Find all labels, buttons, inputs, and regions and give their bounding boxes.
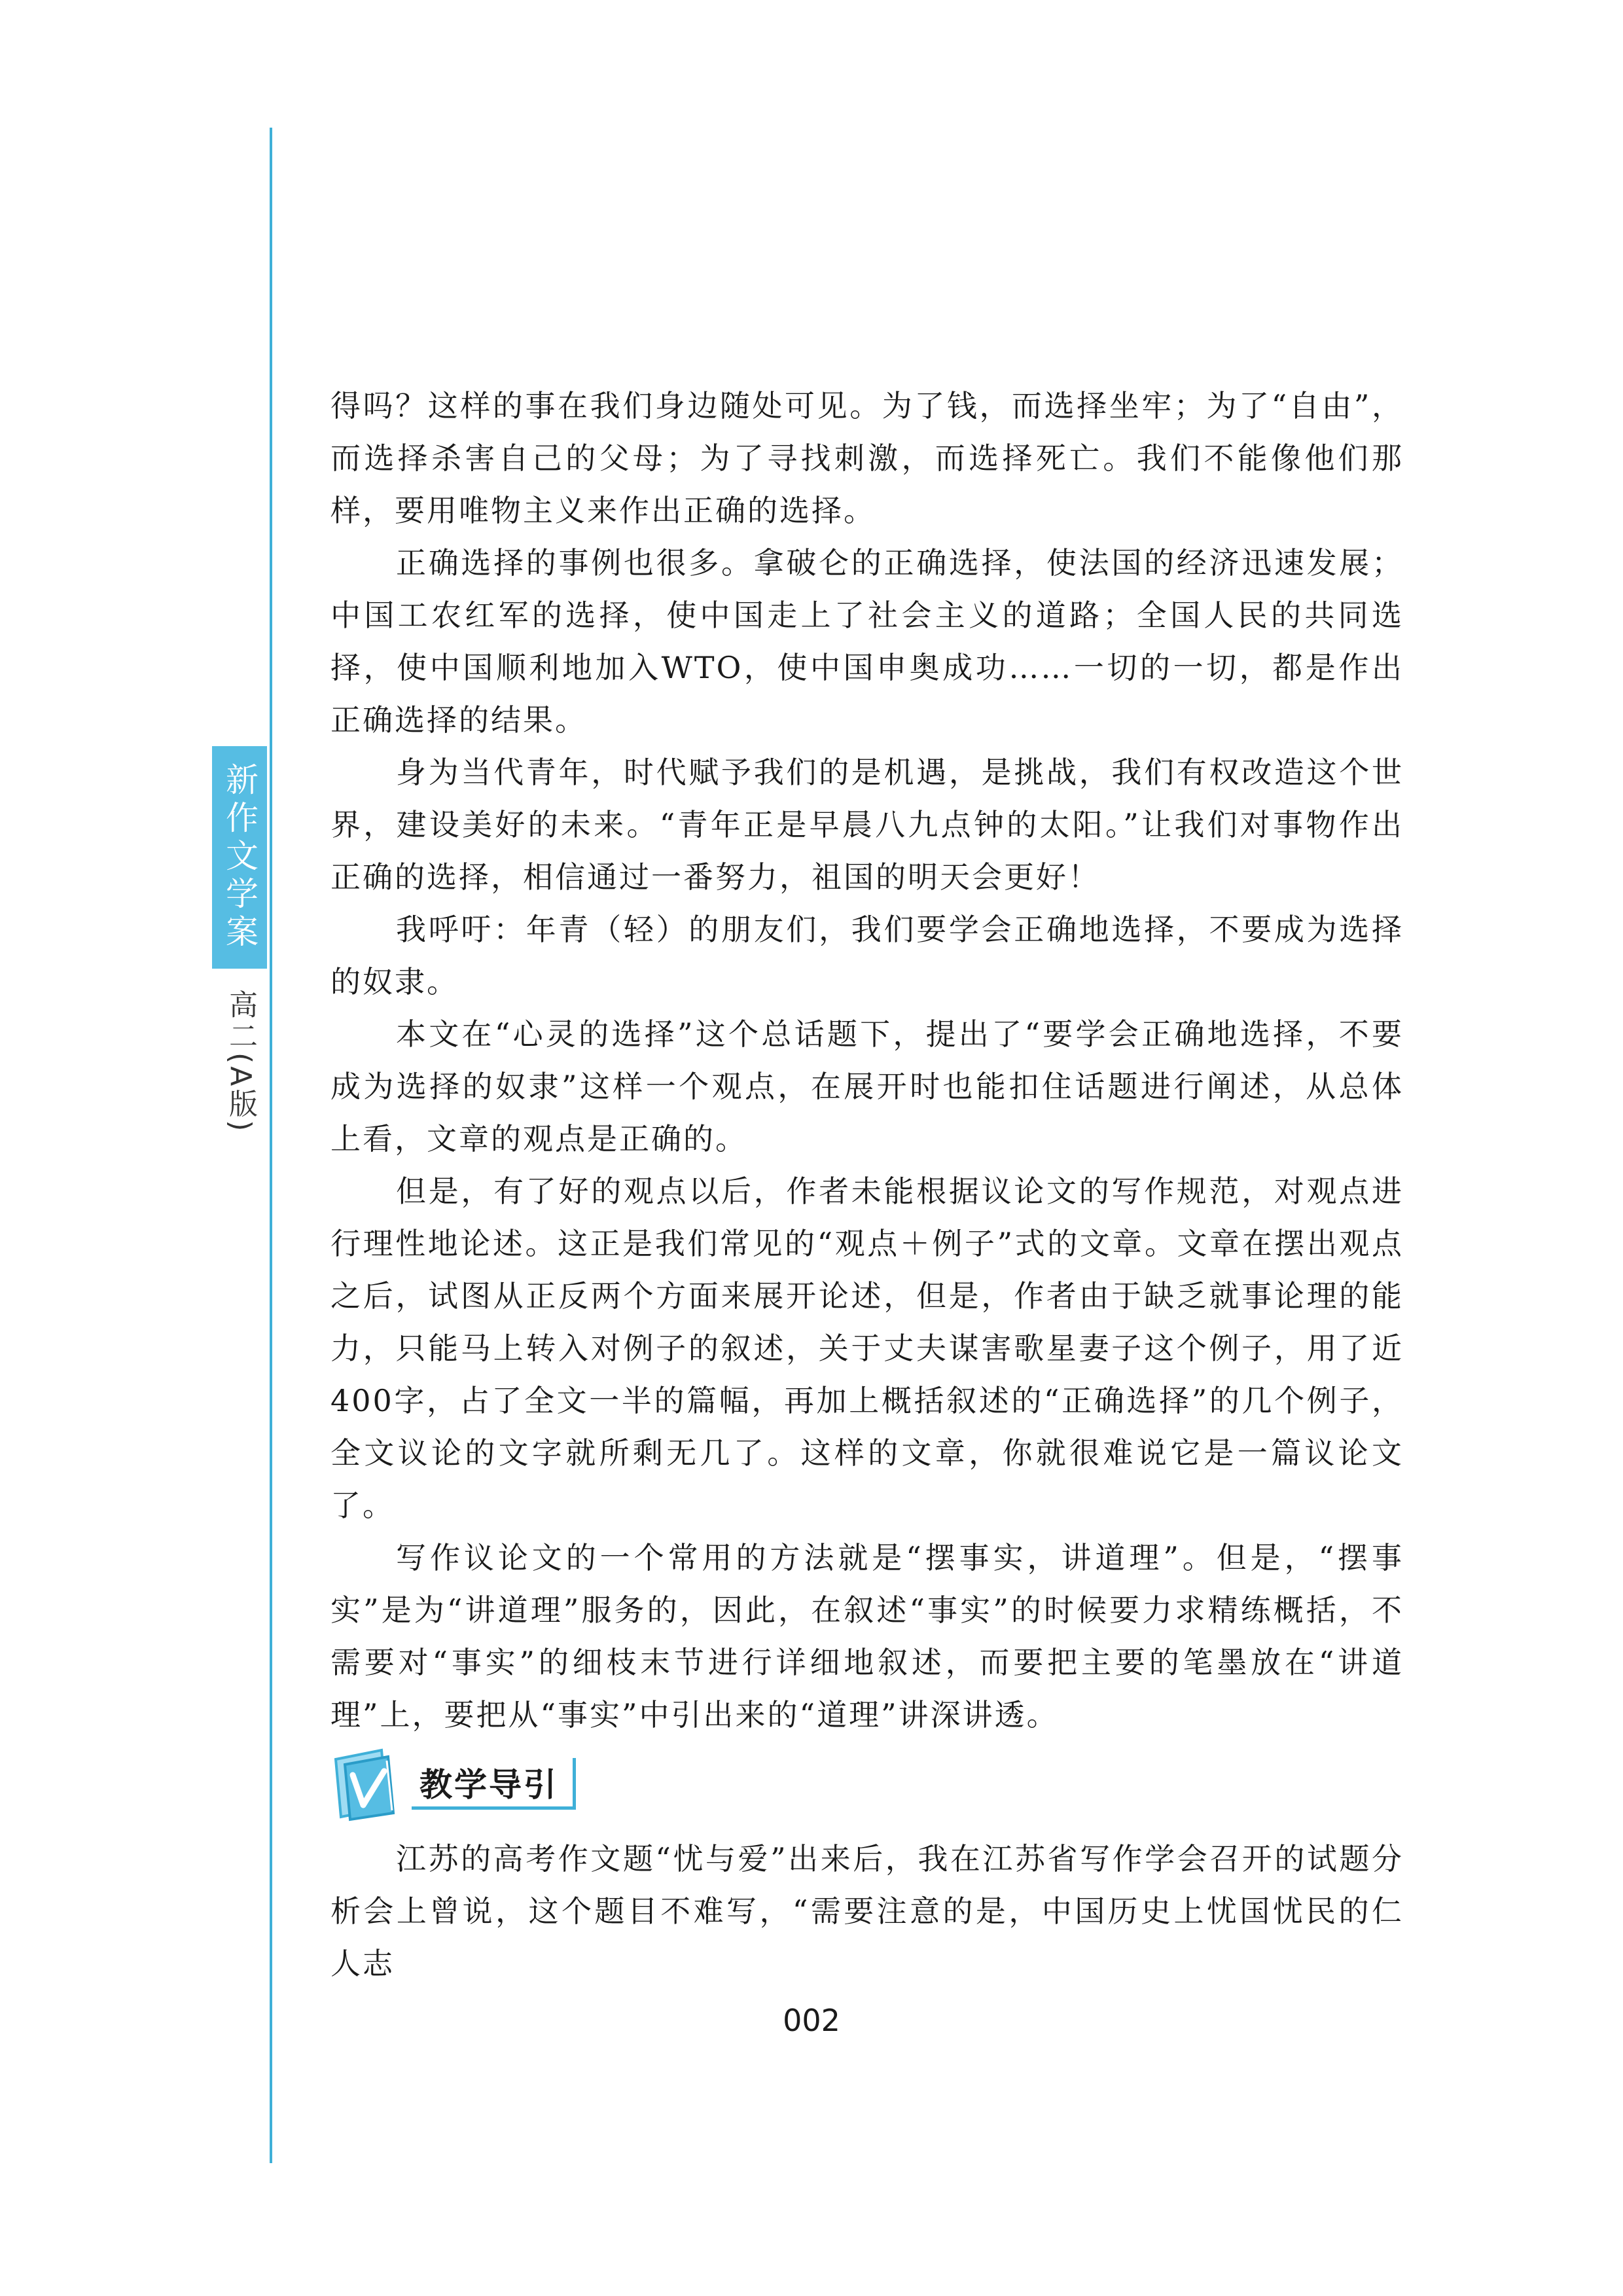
edition-label-box bbox=[217, 990, 263, 1186]
book-icon bbox=[330, 1745, 408, 1822]
edition-label: 高二(A版) bbox=[224, 990, 257, 1134]
guide-paragraph: 江苏的高考作文题“忧与爱”出来后，我在江苏省写作学会召开的试题分析会上曾说，这个题目不难写，“需要注意的是，中国历史上忧国忧民的仁人志 bbox=[330, 1841, 1404, 1981]
paragraph: 正确选择的事例也很多。拿破仑的正确选择，使法国的经济迅速发展；中国工农红军的选择，使中国走上了社会主义的道路；全国人民的共同选择，使中国顺利地加入WTO，使中国申奥成功……一切的一切，都是作出正确选择的结果。 bbox=[330, 545, 1404, 738]
page-number: 002 bbox=[783, 2003, 840, 2038]
series-tab bbox=[212, 746, 267, 969]
body-text bbox=[330, 380, 1404, 1741]
paragraph: 得吗？这样的事在我们身边随处可见。为了钱，而选择坐牢；为了“自由”，而选择杀害自己的父母；为了寻找刺激，而选择死亡。我们不能像他们那样，要用唯物主义来作出正确的选择。 bbox=[330, 388, 1404, 528]
guide-text bbox=[330, 1833, 1404, 1990]
commentary-paragraph: 写作议论文的一个常用的方法就是“摆事实，讲道理”。但是，“摆事实”是为“讲道理”服务的，因此，在叙述“事实”的时候要力求精练概括，不需要对“事实”的细枝末节进行详细地叙述，而要把主要的笔墨放在“讲道理”上，要把从“事实”中引出来的“道理”讲深讲透。 bbox=[330, 1540, 1404, 1732]
section-title-box bbox=[412, 1758, 576, 1810]
series-title: 新作文学案 bbox=[221, 762, 259, 952]
section-heading bbox=[330, 1744, 576, 1823]
commentary-paragraph: 本文在“心灵的选择”这个总话题下，提出了“要学会正确地选择，不要成为选择的奴隶”这样一个观点，在展开时也能扣住话题进行阐述，从总体上看，文章的观点是正确的。 bbox=[330, 1016, 1404, 1157]
commentary-paragraph: 但是，有了好的观点以后，作者未能根据议论文的写作规范，对观点进行理性地论述。这正是我们常见的“观点＋例子”式的文章。文章在摆出观点之后，试图从正反两个方面来展开论述，但是，作者由于缺乏就事论理的能力，只能马上转入对例子的叙述，关于丈夫谋害歌星妻子这个例子，用了近400字，占了全文一半的篇幅，再加上概括叙述的“正确选择”的几个例子，全文议论的文字就所剩无几了。这样的文章，你就很难说它是一篇议论文了。 bbox=[330, 1174, 1404, 1523]
paragraph: 我呼吁：年青（轻）的朋友们，我们要学会正确地选择，不要成为选择的奴隶。 bbox=[330, 912, 1404, 999]
margin-rule bbox=[270, 128, 272, 2163]
section-title: 教学导引 bbox=[419, 1765, 558, 1804]
paragraph: 身为当代青年，时代赋予我们的是机遇，是挑战，我们有权改造这个世界，建设美好的未来。“青年正是早晨八九点钟的太阳。”让我们对事物作出正确的选择，相信通过一番努力，祖国的明天会更好！ bbox=[330, 755, 1404, 895]
